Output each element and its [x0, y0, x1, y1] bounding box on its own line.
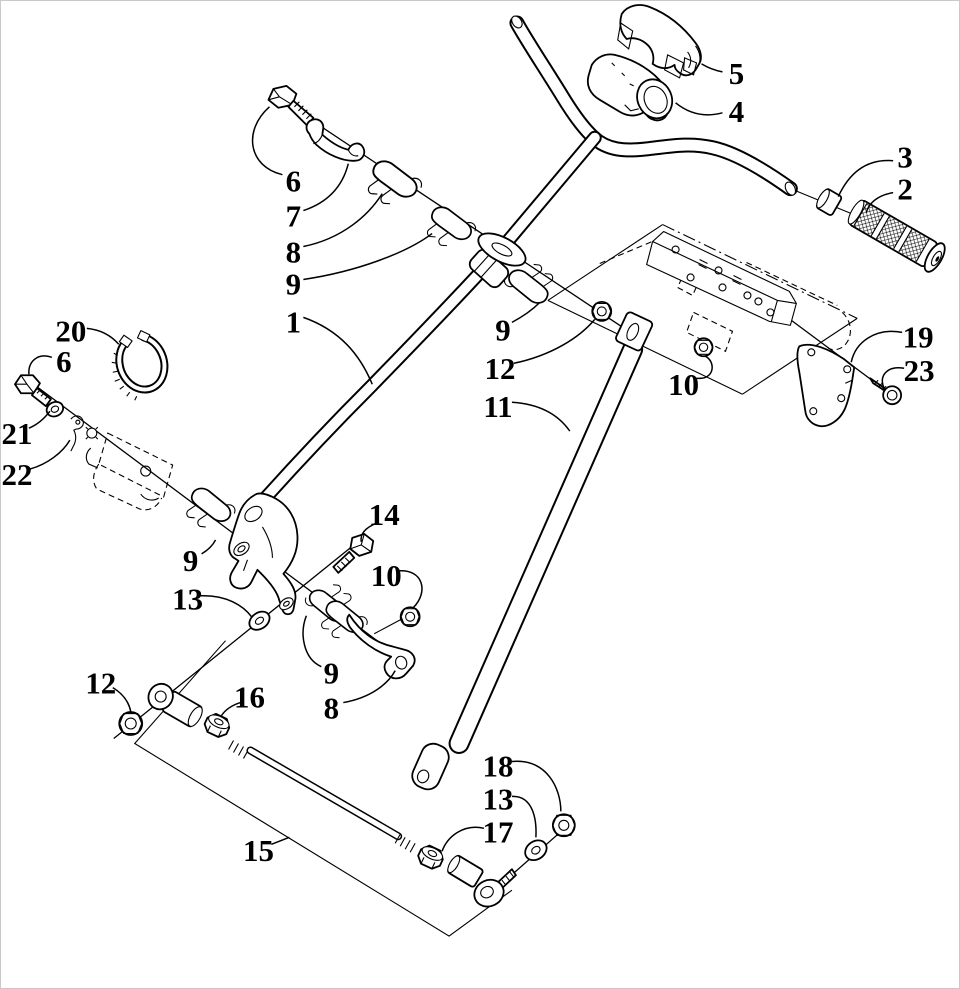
callout-c8b: 8 — [323, 690, 340, 726]
leader-c10b — [398, 571, 422, 608]
leader-c15 — [271, 837, 289, 844]
callout-c8a: 8 — [285, 234, 302, 270]
rod-end-right — [445, 854, 516, 912]
callout-c18: 18 — [482, 748, 514, 784]
leader-c9b — [512, 302, 540, 322]
callout-c6a: 6 — [285, 163, 302, 199]
callout-c17: 17 — [482, 814, 514, 850]
callout-c15: 15 — [243, 833, 274, 869]
leader-c4 — [676, 103, 723, 115]
clamp-9-upper — [421, 203, 478, 256]
key-22 — [71, 416, 98, 451]
leader-c20 — [87, 328, 119, 344]
leader-c8a — [303, 194, 382, 247]
callout-c11: 11 — [483, 389, 513, 425]
callout-c13a: 13 — [172, 581, 204, 617]
leader-c11 — [512, 402, 570, 431]
washer-13-upper — [246, 608, 273, 634]
callout-c13b: 13 — [482, 781, 514, 817]
nut-12-upper — [592, 302, 611, 321]
callout-c20: 20 — [55, 313, 87, 349]
callout-c9a: 9 — [285, 266, 302, 302]
callout-c16: 16 — [234, 679, 265, 715]
leader-c3 — [838, 160, 893, 196]
callout-c3: 3 — [897, 139, 913, 175]
callout-c12a: 12 — [484, 351, 516, 387]
callout-c19: 19 — [902, 319, 934, 355]
clamp-8-upper — [361, 157, 424, 216]
callout-c10a: 10 — [668, 367, 700, 403]
callout-c9b: 9 — [495, 312, 511, 348]
tie-rod-clevis — [615, 311, 654, 352]
phantom-mount-plate — [86, 433, 172, 510]
nut-12-lower — [119, 712, 142, 735]
leader-c9d — [303, 616, 321, 667]
steering-ring-20 — [112, 331, 165, 401]
support-bracket-19 — [797, 345, 854, 426]
steering-assembly-diagram — [1, 1, 959, 988]
leader-c18 — [512, 761, 561, 811]
bolt-14 — [333, 534, 373, 573]
callout-c9c: 9 — [182, 542, 199, 578]
retainer-hook-7 — [307, 119, 365, 161]
callout-c12b: 12 — [85, 665, 117, 701]
callout-c10b: 10 — [370, 557, 402, 593]
leader-c7 — [303, 164, 348, 211]
callout-c2: 2 — [897, 171, 913, 207]
callout-c7: 7 — [285, 198, 302, 234]
nut-10-lower — [401, 607, 420, 626]
tie-rod-11 — [408, 349, 632, 793]
leader-c23 — [882, 368, 904, 388]
leader-c6a — [253, 107, 283, 175]
handlebar-grip — [844, 196, 949, 275]
nut-18 — [553, 814, 575, 836]
leader-c13b — [512, 796, 536, 837]
bolt-6-left — [15, 375, 51, 406]
leader-c17 — [442, 827, 484, 851]
leader-c12a — [514, 319, 595, 363]
leader-c6b — [29, 356, 52, 374]
leader-c19 — [851, 331, 902, 362]
washer-13-lower — [521, 836, 550, 864]
nut-16 — [202, 711, 232, 739]
leader-c9c — [202, 540, 216, 554]
leader-c5 — [702, 64, 723, 72]
nut-10-upper — [695, 338, 713, 356]
leader-c1 — [303, 317, 372, 384]
callout-c14: 14 — [368, 496, 400, 532]
callout-c23: 23 — [903, 353, 935, 389]
callout-c1: 1 — [285, 304, 302, 340]
leader-c13a — [201, 596, 252, 617]
handlebar-spacer — [814, 187, 842, 216]
bolt-6-upper — [268, 86, 313, 126]
bolt-23 — [870, 378, 901, 404]
callout-c22: 22 — [1, 457, 33, 493]
callout-c4: 4 — [728, 93, 745, 129]
post-bottom-bracket — [229, 493, 297, 614]
callout-c9d: 9 — [323, 655, 340, 691]
callout-c5: 5 — [728, 55, 745, 91]
callout-c6b: 6 — [56, 344, 72, 380]
steering-post — [264, 138, 594, 499]
callout-c21: 21 — [1, 416, 33, 452]
leader-c22 — [30, 440, 70, 469]
nut-17 — [416, 843, 446, 871]
